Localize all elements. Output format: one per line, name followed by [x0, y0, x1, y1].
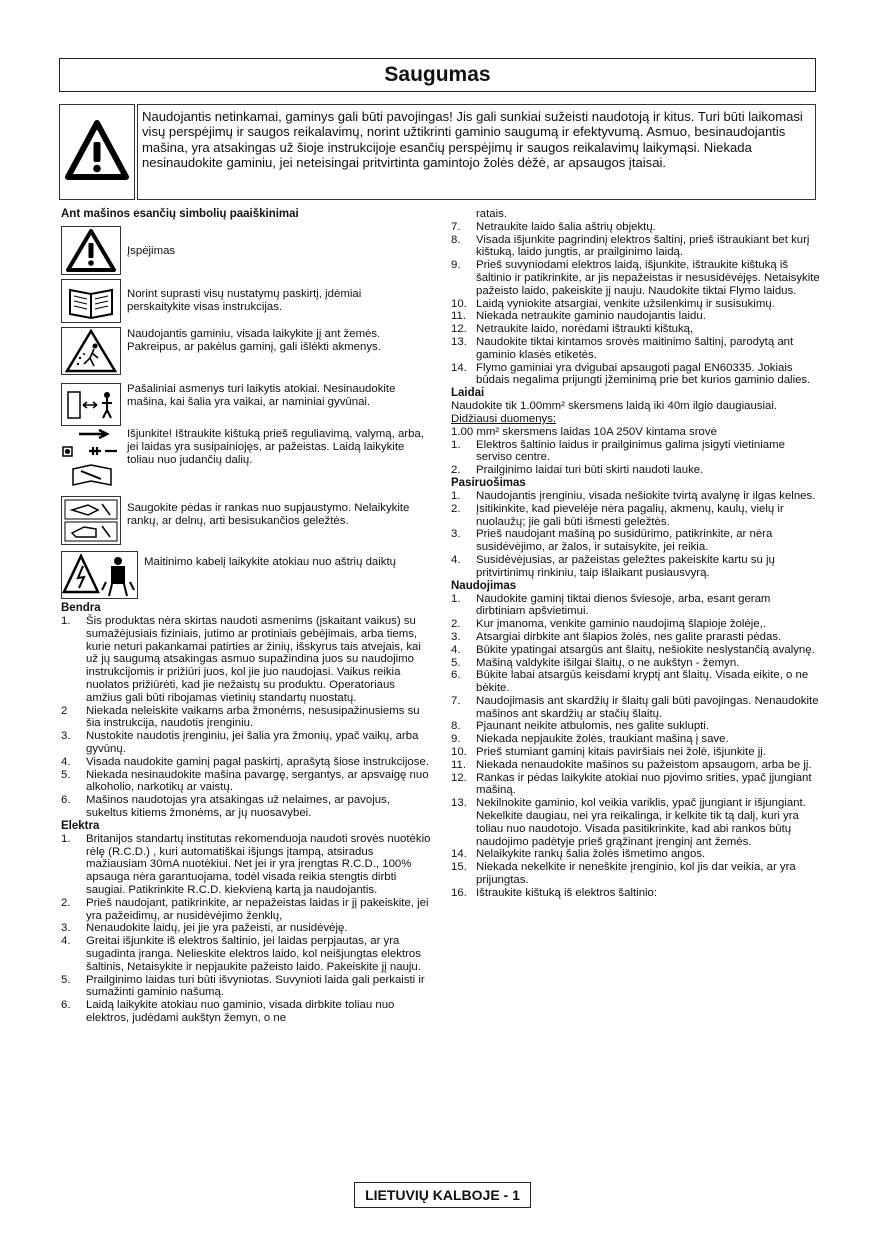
list-item: 2. Prailginimo laidai turi būti skirti naudoti lauke.	[451, 464, 704, 477]
usage-heading: Naudojimas	[451, 579, 517, 592]
list-item: 8. Visada išjunkite pagrindinį elektros šaltinį, prieš ištraukiant bet kurį kištuką, laido jungtis, ar prailginimo laidą.	[451, 233, 810, 259]
symbol-row	[61, 327, 433, 383]
list-item: 2. Kur įmanoma, venkite gaminio naudojimą šlapioje žolėje,.	[451, 618, 766, 631]
list-item: 14. Nelaikykite rankų šalia žolės išmetimo angos.	[451, 848, 706, 861]
page-footer: LIETUVIŲ KALBOJE - 1	[354, 1182, 531, 1208]
list-item: 2 Niekada neleiskite vaikams arba žmonėms, nesusipažinusiems su šia instrukcija, naudotis įrenginiu.	[61, 704, 420, 730]
list-item: 1. Šis produktas nėra skirtas naudoti asmenims (įskaitant vaikus) su sumažėjusiais fiziniais, jutimo ar protiniais gebėjimais, arba tiems, kurie neturi pakankamai patirties ar žinių, išskyrus tais atvejais, kai už jų saugumą atsakingas asmuo supažindina juos su naudojimo instrukcijomis ir prižiūri juos, kol jie juo naudojasi. Vaikus reikia nuolatos prižiūrėti, kad jie nežaistų su produktu. Operatoriaus amžius gali būti ribojamas vietinių standartų nuostatų.	[61, 615, 421, 704]
symbols-heading: Ant mašinos esančių simbolių paaiškinimai	[61, 208, 299, 220]
general-heading: Bendra	[61, 602, 101, 614]
list-item: 9. Prieš suvyniodami elektros laidą, išjunkite, ištraukite kištuką iš šaltinio ir patikrinkite, ar jis nepažeistas ir nesusidėvėjęs. Netaisykite pažeisto laido, pakeiskite jį nauju. Naudokite tiktai Flymo laidus.	[451, 259, 820, 297]
prep-heading: Pasiruošimas	[451, 476, 526, 489]
list-item: 4. Greitai išjunkite iš elektros šaltinio, jei laidas perpjautas, ar yra sugadinta įranga. Nelieskite elektros laido, kol neišjungtas elektros šaltinis, Netaisykite ir nepjaukite pažeisto laido. Pakeiskite jį nauju.	[61, 935, 421, 973]
list-item: 1. Naudojantis įrenginiu, visada nešiokite tvirtą avalynę ir ilgas kelnes.	[451, 489, 816, 502]
list-item: 6. Mašinos naudotojas yra atsakingas už nelaimes, ar pavojus, sukeltus kitiems žmonėms, ar jų nuosavybei.	[61, 794, 390, 819]
general-list	[61, 615, 433, 820]
symbol-text: Išjunkite! Ištraukite kištuką prieš reguliavimą, valymą, arba, jei laidas yra susipainiojęs, ar pažeistas. Laidą laikykite toliau nuo judančių dalių.	[127, 428, 424, 466]
symbol-text: Saugokite pėdas ir rankas nuo supjaustymo. Nelaikykite rankų, ar delnų, arti besisukančios geležtės.	[127, 502, 410, 527]
electric-list	[61, 833, 433, 1025]
list-item: 9. Niekada nepjaukite žolės, traukiant mašiną į save.	[451, 733, 729, 746]
list-item: 4. Būkite ypatingai atsargūs ant šlaitų, nešiokite neslystančią avalynę.	[451, 643, 815, 656]
electric-heading: Elektra	[61, 819, 100, 832]
list-item: 12. Rankas ir pėdas laikykite atokiai nuo pjovimo srities, ypač įjungiant mašiną.	[451, 771, 812, 797]
cables-heading: Laidai	[451, 387, 485, 400]
symbol-text: Įspėjimas	[127, 245, 176, 257]
list-item: 3. Prieš naudojant mašiną po susidūrimo, patikrinkite, ar nėra susidėvėjimo, ar žalos, ir sutaisykite, jei reikia.	[451, 528, 773, 554]
usage-list	[451, 593, 821, 900]
list-item: 13. Naudokite tiktai kintamos srovės maitinimo šaltinį, parodytą ant gaminio klasės etiketės.	[451, 335, 794, 361]
warning-icon-box	[59, 104, 135, 200]
list-item: 11. Niekada nenaudokite mašinos su pažeistom apsaugom, arba be jį.	[451, 758, 812, 771]
list-item: 11. Niekada netraukite gaminio naudojantis laidu.	[451, 310, 706, 323]
unplug-icon	[61, 429, 121, 489]
symbol-row	[61, 279, 433, 327]
left-column	[61, 208, 433, 1025]
prep-list	[451, 490, 821, 580]
list-item: 8. Pjaunant neikite atbulomis, nes galite suklupti.	[451, 720, 710, 733]
electric-shock-icon	[61, 551, 138, 599]
list-item: 10. Laidą vyniokite atsargiai, venkite užsilenkimų ir susisukimų.	[451, 297, 775, 310]
cables-max-label: Didžiausi duomenys:	[451, 412, 557, 425]
symbol-row	[61, 496, 433, 551]
list-item: 14. Flymo gaminiai yra dvigubai apsaugoti pagal EN60335. Jokiais būdais negalima prijungti įžeminimą prie bet kurios gaminio dalies.	[451, 361, 811, 387]
list-item: 5. Prailginimo laidas turi būti išvyniotas. Suvynioti laida gali perkaisti ir sumažinti gaminio našumą.	[61, 973, 425, 999]
list-item: 10. Prieš stumiant gaminį kitais paviršiais nei žolė, išjunkite jį.	[451, 746, 766, 759]
symbol-text: Pašaliniai asmenys turi laikytis atokiai. Nesinaudokite mašina, kai šalia yra vaikai, ar naminiai gyvūnai.	[127, 383, 396, 408]
symbol-row	[61, 429, 433, 496]
list-item: 2. Įsitikinkite, kad pievelėje nėra pagalių, akmenų, kaulų, vielų ir nuolaužų; jie gali būti išmesti geležtės.	[451, 502, 784, 528]
right-column	[451, 208, 821, 900]
list-item: 5. Niekada nesinaudokite mašina pavargę, sergantys, ar apsvaigę nuo alkoholio, narkotikų ar vaistų.	[61, 768, 429, 794]
page-title: Saugumas	[384, 63, 491, 86]
list-item: 4. Susidėvėjusias, ar pažeistas geležtes pakeiskite kartu su jų pritvirtinimų rinkiniu, taip išlaikant pusiausvyrą.	[451, 553, 775, 579]
list-item: 1. Naudokite gaminį tiktai dienos šviesoje, arba, esant geram dirbtiniam apšvietimui.	[451, 592, 771, 618]
list-item: 1. Britanijos standartų institutas rekomenduoja naudoti srovės nuotėkio rėlę (R.C.D.) , kuri automatiškai išjungs įtampą, atsiradus mažiausiam 30mA nuotėkiui. Net jei ir yra įrengtas R.C.D., 100% apsauga nėra garantuojama, todėl visada reikia stengtis dirbti saugiai. Patikrinkite R.C.D. kiekvieną kartą ja naudojantis.	[61, 832, 431, 896]
list-item: 3. Nustokite naudotis įrenginiu, jei šalia yra žmonių, ypač vaikų, arba gyvūnų.	[61, 730, 419, 755]
list-item: 7. Netraukite laido šalia aštrių objektų.	[451, 220, 656, 233]
list-item: 13. Nekilnokite gaminio, kol veikia variklis, ypač įjungiant ir išjungiant. Nekelkite daugiau, nei yra reikalinga, ir kelkite tik tą dalį, kuri yra toliau nuo naudotojo. Visada pasitikrinkite, kad abi rankos būtų naudojimo padėtyje prieš grąžinant įrenginį ant žemės.	[451, 797, 806, 848]
cables-max-text: 1.00 mm² skersmens laidas 10A 250V kintama srovė	[451, 425, 717, 438]
warning-triangle-icon	[60, 105, 134, 199]
flying-stones-icon	[61, 327, 121, 375]
list-item: 5. Mašiną valdykite išilgai šlaitų, o ne aukštyn - žemyn.	[451, 656, 740, 669]
list-item: 12. Netraukite laido, norėdami ištraukti kištuką,	[451, 323, 694, 336]
symbol-text: Naudojantis gaminiu, visada laikykite jį ant žemės. Pakreipus, ar pakėlus gaminį, gali išlėkti akmenys.	[127, 328, 381, 353]
continued-text: ratais.	[476, 208, 508, 220]
symbol-row	[61, 383, 433, 429]
list-item: 1. Elektros šaltinio laidus ir prailginimus galima įsigyti vietiniame serviso centre.	[451, 438, 785, 464]
symbol-text: Norint suprasti visų nustatymų paskirtį, įdėmiai perskaitykite visas instrukcijas.	[127, 288, 362, 313]
warning-triangle-icon	[61, 226, 121, 275]
manual-book-icon	[61, 279, 121, 323]
distance-icon	[61, 383, 121, 426]
electric-list-continued	[451, 221, 821, 387]
list-item: 4. Visada naudokite gaminį pagal paskirtį, aprašytą šiose instrukcijose.	[61, 755, 429, 768]
symbol-text: Maitinimo kabelį laikykite atokiau nuo aštrių daiktų	[144, 556, 396, 568]
page-title-box	[59, 58, 816, 92]
cables-list	[451, 439, 821, 477]
symbol-row	[61, 226, 433, 279]
symbol-row	[61, 551, 433, 603]
list-item: 7. Naudojimasis ant skardžių ir šlaitų gali būti pavojingas. Nenaudokite mašinos ant skardžių ar stačių šlaitų.	[451, 694, 819, 720]
list-item: 6. Būkite labai atsargūs keisdami kryptį ant šlaitų. Visada eikite, o ne bėkite.	[451, 669, 809, 695]
list-item: 3. Atsargiai dirbkite ant šlapios žolės, nes galite prarasti pėdas.	[451, 630, 782, 643]
list-item: 2. Prieš naudojant, patikrinkite, ar nepažeistas laidas ir jį pakeiskite, jei yra pažeidimų, ar nusidėvėjimo ženklų,	[61, 896, 429, 922]
list-item: 15. Niekada nekelkite ir neneškite įrenginio, kol jis dar veikia, ar yra prijungtas.	[451, 861, 796, 887]
list-item: 6. Laidą laikykite atokiau nuo gaminio, visada dirbkite toliau nuo elektros, judėdami aukštyn žemyn, o ne	[61, 999, 395, 1024]
list-item: 16. Ištraukite kištuką iš elektros šaltinio:	[451, 886, 658, 899]
blade-hands-feet-icon	[61, 496, 121, 545]
cables-text: Naudokite tik 1.00mm² skersmens laidą iki 40m ilgio daugiausiai.	[451, 400, 778, 413]
warning-text: Naudojantis netinkamai, gaminys gali būti pavojingas! Jis gali sunkiai sužeisti naudotoją ir kitus. Turi būti laikomasi visų perspėjimų ir saugos reikalavimų, norint užtikrinti gaminio saugumą ir efektyvumą. Asmuo, besinaudojantis mašina, yra atsakingas už šioje instrukcijoje esančių perspėjimų ir saugos reikalavimų laikymąsi. Niekada nesinaudokite gaminiu, jei neteisingai pritvirtinta gamintojo žolės dėžė, ar apsaugos įtaisai.	[137, 104, 816, 200]
list-item: 3. Nenaudokite laidų, jei jie yra pažeisti, ar nusidėvėję.	[61, 922, 348, 935]
